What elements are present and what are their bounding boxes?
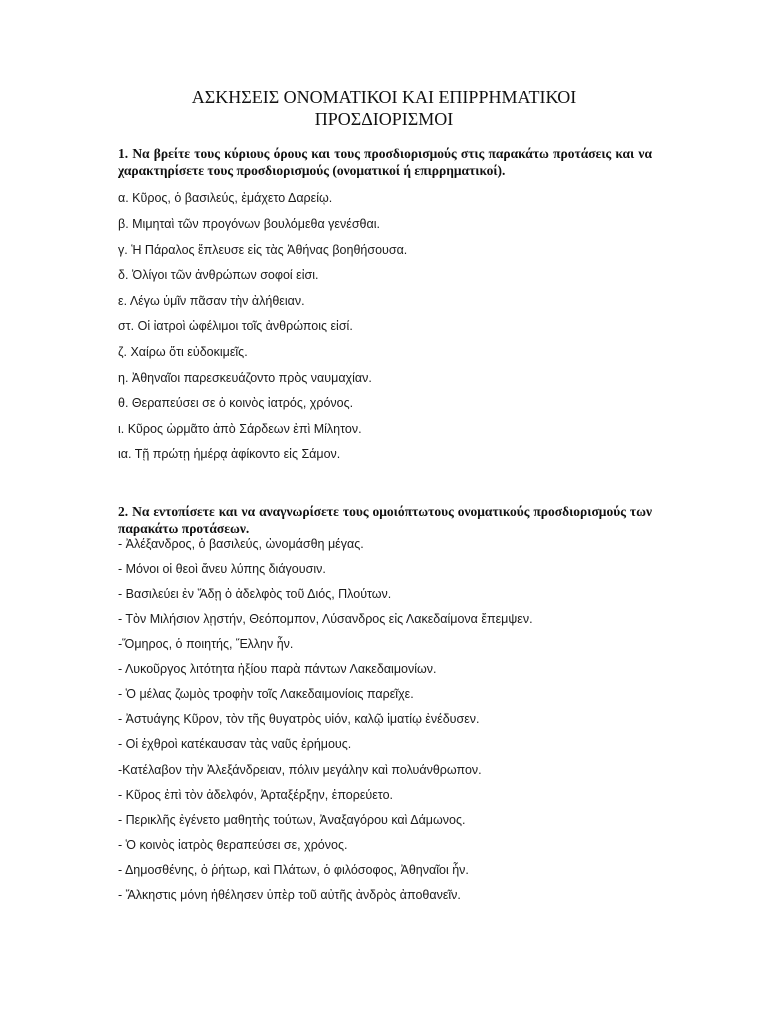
- document-title: [0, 86, 768, 130]
- exercise-2-sentence-12: - Περικλῆς ἐγένετο μαθητὴς τούτων, Ἀναξαγόρου καὶ Δάμωνος.: [118, 813, 466, 827]
- exercise-2-sentence-8: - Ἀστυάγης Κῦρον, τὸν τῆς θυγατρὸς υἱόν, καλῷ ἱματίῳ ἐνέδυσεν.: [118, 712, 480, 726]
- exercise-2-sentence-1: - Ἀλέξανδρος, ὁ βασιλεύς, ὠνομάσθη μέγας.: [118, 537, 364, 551]
- exercise-2-sentence-7: - Ὁ μέλας ζωμὸς τροφὴν τοῖς Λακεδαιμονίοις παρεῖχε.: [118, 687, 414, 701]
- exercise-1-sentence-b: β. Μιμηταὶ τῶν προγόνων βουλόμεθα γενέσθαι.: [118, 217, 380, 231]
- exercise-1-sentence-z: ζ. Χαίρω ὅτι εὐδοκιμεῖς.: [118, 345, 248, 359]
- exercise-2-sentence-14: - Δημοσθένης, ὁ ῥήτωρ, καὶ Πλάτων, ὁ φιλόσοφος, Ἀθηναῖοι ἦν.: [118, 863, 469, 877]
- exercise-1-sentence-th: θ. Θεραπεύσει σε ὁ κοινὸς ἰατρός, χρόνος.: [118, 396, 354, 410]
- exercise-1-sentence-a: α. Κῦρος, ὁ βασιλεύς, ἐμάχετο Δαρείῳ.: [118, 191, 333, 205]
- exercise-1-sentence-e: ε. Λέγω ὑμῖν πᾶσαν τὴν ἀλήθειαν.: [118, 294, 305, 308]
- exercise-2-sentence-10: -Κατέλαβον τὴν Ἀλεξάνδρειαν, πόλιν μεγάλην καὶ πολυάνθρωπον.: [118, 763, 482, 777]
- exercise-2-sentence-4: - Τὸν Μιλήσιον λῃστήν, Θεόπομπον, Λύσανδρος εἰς Λακεδαίμονα ἔπεμψεν.: [118, 612, 533, 626]
- exercise-2-sentence-13: - Ὁ κοινὸς ἰατρὸς θεραπεύσει σε, χρόνος.: [118, 838, 348, 852]
- exercise-2-sentence-6: - Λυκοῦργος λιτότητα ἠξίου παρὰ πάντων Λακεδαιμονίων.: [118, 662, 437, 676]
- title-line-2: ΠΡΟΣΔΙΟΡΙΣΜΟΙ: [314, 109, 454, 129]
- exercise-1-sentence-h: η. Ἀθηναῖοι παρεσκευάζοντο πρὸς ναυμαχίαν.: [118, 371, 372, 385]
- exercise-1-sentence-st: στ. Οἱ ἰατροὶ ὠφέλιμοι τοῖς ἀνθρώποις εἰσί.: [118, 319, 353, 333]
- exercise-2-sentence-9: - Οἱ ἐχθροὶ κατέκαυσαν τὰς ναῦς ἐρήμους.: [118, 737, 352, 751]
- exercise-2-sentence-5: -Ὅμηρος, ὁ ποιητής, Ἕλλην ἦν.: [118, 637, 294, 651]
- title-line-1: ΑΣΚΗΣΕΙΣ ΟΝΟΜΑΤΙΚΟΙ ΚΑΙ ΕΠΙΡΡΗΜΑΤΙΚΟΙ: [191, 87, 577, 107]
- exercise-2-sentence-15: - Ἄλκηστις μόνη ἠθέλησεν ὑπὲρ τοῦ αὐτῆς ἀνδρὸς ἀποθανεῖν.: [118, 888, 461, 902]
- exercise-1-sentence-i: ι. Κῦρος ὡρμᾶτο ἀπὸ Σάρδεων ἐπὶ Μίλητον.: [118, 422, 362, 436]
- exercise-2-sentence-3: - Βασιλεύει ἐν Ἅδῃ ὁ ἀδελφὸς τοῦ Διός, Πλούτων.: [118, 587, 392, 601]
- exercise-1-sentence-d: δ. Ὀλίγοι τῶν ἀνθρώπων σοφοί εἰσι.: [118, 268, 319, 282]
- exercise-1-instruction: 1. Να βρείτε τους κύριους όρους και τους προσδιορισμούς στις παρακάτω προτάσεις και να χαρακτηρίσετε τους προσδιορισμούς (ονοματικοί ή επιρρηματικοί).: [118, 146, 652, 178]
- exercise-1-sentence-c: γ. Ἡ Πάραλος ἔπλευσε εἰς τὰς Ἀθήνας βοηθήσουσα.: [118, 243, 408, 257]
- exercise-1-sentence-ia: ια. Τῇ πρώτῃ ἡμέρᾳ ἀφίκοντο εἰς Σάμον.: [118, 447, 341, 461]
- exercise-2-sentence-11: - Κῦρος ἐπὶ τὸν ἀδελφόν, Ἀρταξέρξην, ἐπορεύετο.: [118, 788, 393, 802]
- exercise-2-sentence-2: - Μόνοι οἱ θεοὶ ἄνευ λύπης διάγουσιν.: [118, 562, 326, 576]
- exercise-2-instruction: 2. Να εντοπίσετε και να αναγνωρίσετε τους ομοιόπτωτους ονοματικούς προσδιορισμούς των παρακάτω προτάσεων.: [118, 504, 652, 536]
